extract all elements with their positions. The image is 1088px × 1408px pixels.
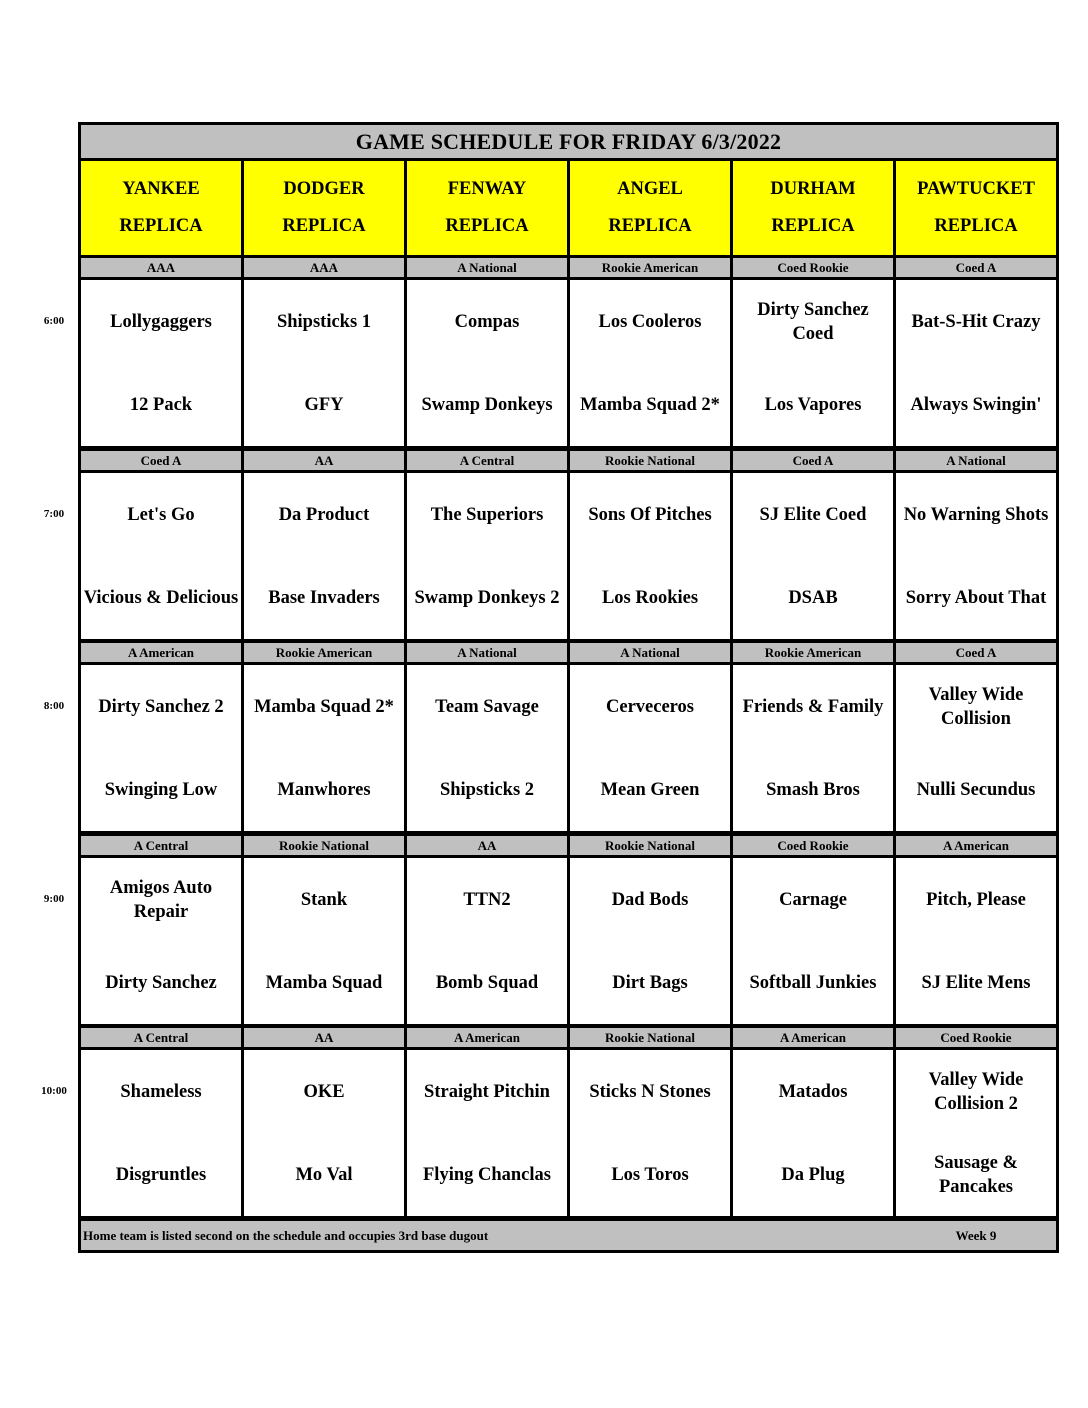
- game-cell: [570, 473, 730, 639]
- home-team: Sausage & Pancakes: [934, 1152, 1018, 1197]
- home-team: GFY: [304, 394, 344, 415]
- time-label: 6:00: [43, 315, 65, 327]
- division-label: Coed Rookie: [733, 836, 893, 855]
- game-row: [81, 280, 1056, 446]
- field-header-row: [81, 161, 1056, 255]
- field-type: REPLICA: [934, 216, 1018, 236]
- game-cell: [81, 1050, 241, 1216]
- away-team: Matados: [778, 1081, 848, 1102]
- game-row: [81, 858, 1056, 1024]
- game-cell: [407, 473, 567, 639]
- division-label: A National: [896, 451, 1056, 470]
- game-row: [81, 473, 1056, 639]
- away-team: Amigos Auto Repair: [109, 877, 213, 922]
- division-label: Coed Rookie: [896, 1028, 1056, 1047]
- schedule-footer: [81, 1221, 1056, 1250]
- home-team: SJ Elite Mens: [921, 972, 1031, 993]
- division-label: Rookie American: [244, 643, 404, 662]
- game-cell: [570, 665, 730, 831]
- home-team: 12 Pack: [129, 394, 193, 415]
- game-cell: [407, 858, 567, 1024]
- division-label: Coed A: [896, 258, 1056, 277]
- division-label: A American: [81, 643, 241, 662]
- field-header-pawtucket: [896, 161, 1056, 255]
- home-team: Manwhores: [277, 779, 371, 800]
- division-row: [81, 836, 1056, 855]
- division-label: AAA: [81, 258, 241, 277]
- division-label: Coed A: [896, 643, 1056, 662]
- game-cell: [570, 1050, 730, 1216]
- game-cell: [570, 280, 730, 446]
- field-type: REPLICA: [282, 216, 366, 236]
- game-cell: [896, 1050, 1056, 1216]
- game-cell: [733, 858, 893, 1024]
- game-cell: [244, 280, 404, 446]
- away-team: Da Product: [278, 504, 370, 525]
- game-cell: [244, 858, 404, 1024]
- division-label: A Central: [407, 451, 567, 470]
- division-label: Rookie National: [570, 1028, 730, 1047]
- field-type: REPLICA: [445, 216, 529, 236]
- division-label: Rookie American: [733, 643, 893, 662]
- division-label: A Central: [81, 1028, 241, 1047]
- time-label: 9:00: [43, 893, 65, 905]
- division-label: Rookie National: [244, 836, 404, 855]
- home-team: Swamp Donkeys: [421, 394, 553, 415]
- field-header-fenway: [407, 161, 567, 255]
- game-cell: [896, 665, 1056, 831]
- division-label: Rookie American: [570, 258, 730, 277]
- away-team: Dirty Sanchez 2: [98, 696, 224, 717]
- division-label: AAA: [244, 258, 404, 277]
- field-header-dodger: [244, 161, 404, 255]
- game-cell: [896, 473, 1056, 639]
- field-name: DURHAM: [770, 179, 856, 199]
- game-cell: [81, 858, 241, 1024]
- week-label: Week 9: [955, 1227, 997, 1243]
- home-team: Softball Junkies: [749, 972, 877, 993]
- away-team: Los Cooleros: [598, 311, 702, 332]
- home-team: Los Rookies: [601, 587, 699, 608]
- home-team: Bomb Squad: [435, 972, 539, 993]
- away-team: Straight Pitchin: [424, 1081, 550, 1102]
- division-label: A National: [570, 643, 730, 662]
- game-cell: [896, 858, 1056, 1024]
- field-name: FENWAY: [447, 179, 527, 199]
- game-cell: [244, 665, 404, 831]
- division-row: [81, 643, 1056, 662]
- field-name: ANGEL: [617, 179, 683, 199]
- home-team: Dirty Sanchez: [105, 972, 217, 993]
- footer-note: Home team is listed second on the schedule and occupies 3rd base dugout: [83, 1227, 489, 1243]
- game-cell: [81, 473, 241, 639]
- game-cell: [733, 665, 893, 831]
- field-type: REPLICA: [119, 216, 203, 236]
- home-team: Disgruntles: [115, 1164, 207, 1185]
- game-cell: [570, 858, 730, 1024]
- away-team: The Superiors: [430, 504, 544, 525]
- division-label: AA: [244, 451, 404, 470]
- away-team: Mamba Squad 2*: [254, 696, 394, 717]
- division-label: A Central: [81, 836, 241, 855]
- away-team: Pitch, Please: [926, 889, 1026, 910]
- game-cell: [81, 280, 241, 446]
- home-team: Mamba Squad 2*: [580, 394, 720, 415]
- game-cell: [244, 1050, 404, 1216]
- home-team: DSAB: [788, 587, 838, 608]
- division-label: Coed Rookie: [733, 258, 893, 277]
- game-cell: [81, 665, 241, 831]
- field-header-durham: [733, 161, 893, 255]
- schedule-table: [78, 122, 1059, 1253]
- schedule-title-text: GAME SCHEDULE FOR FRIDAY 6/3/2022: [355, 128, 782, 154]
- away-team: SJ Elite Coed: [759, 504, 867, 525]
- home-team: Swamp Donkeys 2: [414, 587, 560, 608]
- home-team: Los Toros: [611, 1164, 689, 1185]
- home-team: Da Plug: [781, 1164, 845, 1185]
- game-cell: [733, 280, 893, 446]
- away-team: Lollygaggers: [110, 311, 212, 332]
- home-team: Flying Chanclas: [423, 1164, 551, 1185]
- away-team: Let's Go: [127, 504, 195, 525]
- division-label: A American: [733, 1028, 893, 1047]
- division-row: [81, 451, 1056, 470]
- away-team: Dad Bods: [611, 889, 689, 910]
- division-label: Coed A: [81, 451, 241, 470]
- field-type: REPLICA: [608, 216, 692, 236]
- away-team: Carnage: [779, 889, 847, 910]
- field-header-yankee: [81, 161, 241, 255]
- field-name: YANKEE: [122, 179, 200, 199]
- away-team: Valley Wide Collision 2: [928, 1069, 1024, 1114]
- game-row: [81, 1050, 1056, 1216]
- division-label: AA: [407, 836, 567, 855]
- away-team: Team Savage: [435, 696, 539, 717]
- division-row: [81, 258, 1056, 277]
- game-cell: [407, 280, 567, 446]
- home-team: Dirt Bags: [612, 972, 688, 993]
- field-name: PAWTUCKET: [917, 179, 1035, 199]
- division-label: Rookie National: [570, 451, 730, 470]
- division-label: A National: [407, 258, 567, 277]
- away-team: OKE: [303, 1081, 345, 1102]
- home-team: Shipsticks 2: [439, 779, 535, 800]
- division-label: A American: [407, 1028, 567, 1047]
- game-cell: [896, 280, 1056, 446]
- division-label: A National: [407, 643, 567, 662]
- time-label: 8:00: [43, 700, 65, 712]
- home-team: Sorry About That: [905, 587, 1047, 608]
- home-team: Mean Green: [600, 779, 700, 800]
- division-label: AA: [244, 1028, 404, 1047]
- away-team: Friends & Family: [742, 696, 884, 717]
- game-cell: [733, 1050, 893, 1216]
- field-type: REPLICA: [771, 216, 855, 236]
- away-team: Sticks N Stones: [589, 1081, 711, 1102]
- away-team: Compas: [454, 311, 520, 332]
- home-team: Nulli Secundus: [916, 779, 1036, 800]
- home-team: Mo Val: [295, 1164, 353, 1185]
- away-team: Dirty Sanchez Coed: [757, 299, 869, 344]
- home-team: Vicious & Delicious: [83, 587, 239, 608]
- home-team: Los Vapores: [764, 394, 862, 415]
- game-cell: [244, 473, 404, 639]
- away-team: Bat-S-Hit Crazy: [911, 311, 1041, 332]
- division-label: A American: [896, 836, 1056, 855]
- away-team: Shameless: [120, 1081, 202, 1102]
- home-team: Smash Bros: [766, 779, 860, 800]
- field-header-angel: [570, 161, 730, 255]
- home-team: Mamba Squad: [265, 972, 383, 993]
- field-name: DODGER: [283, 179, 365, 199]
- away-team: Stank: [300, 889, 348, 910]
- game-cell: [407, 665, 567, 831]
- away-team: Valley Wide Collision: [928, 684, 1024, 729]
- home-team: Base Invaders: [268, 587, 380, 608]
- time-label: 10:00: [41, 1085, 67, 1097]
- time-label: 7:00: [43, 508, 65, 520]
- game-row: [81, 665, 1056, 831]
- division-label: Coed A: [733, 451, 893, 470]
- away-team: TTN2: [463, 889, 511, 910]
- away-team: No Warning Shots: [903, 504, 1049, 525]
- away-team: Shipsticks 1: [276, 311, 372, 332]
- schedule-title: [81, 125, 1056, 158]
- home-team: Swinging Low: [104, 779, 218, 800]
- game-cell: [407, 1050, 567, 1216]
- division-row: [81, 1028, 1056, 1047]
- away-team: Cerveceros: [606, 696, 694, 717]
- division-label: Rookie National: [570, 836, 730, 855]
- away-team: Sons Of Pitches: [588, 504, 712, 525]
- game-cell: [733, 473, 893, 639]
- home-team: Always Swingin': [910, 394, 1042, 415]
